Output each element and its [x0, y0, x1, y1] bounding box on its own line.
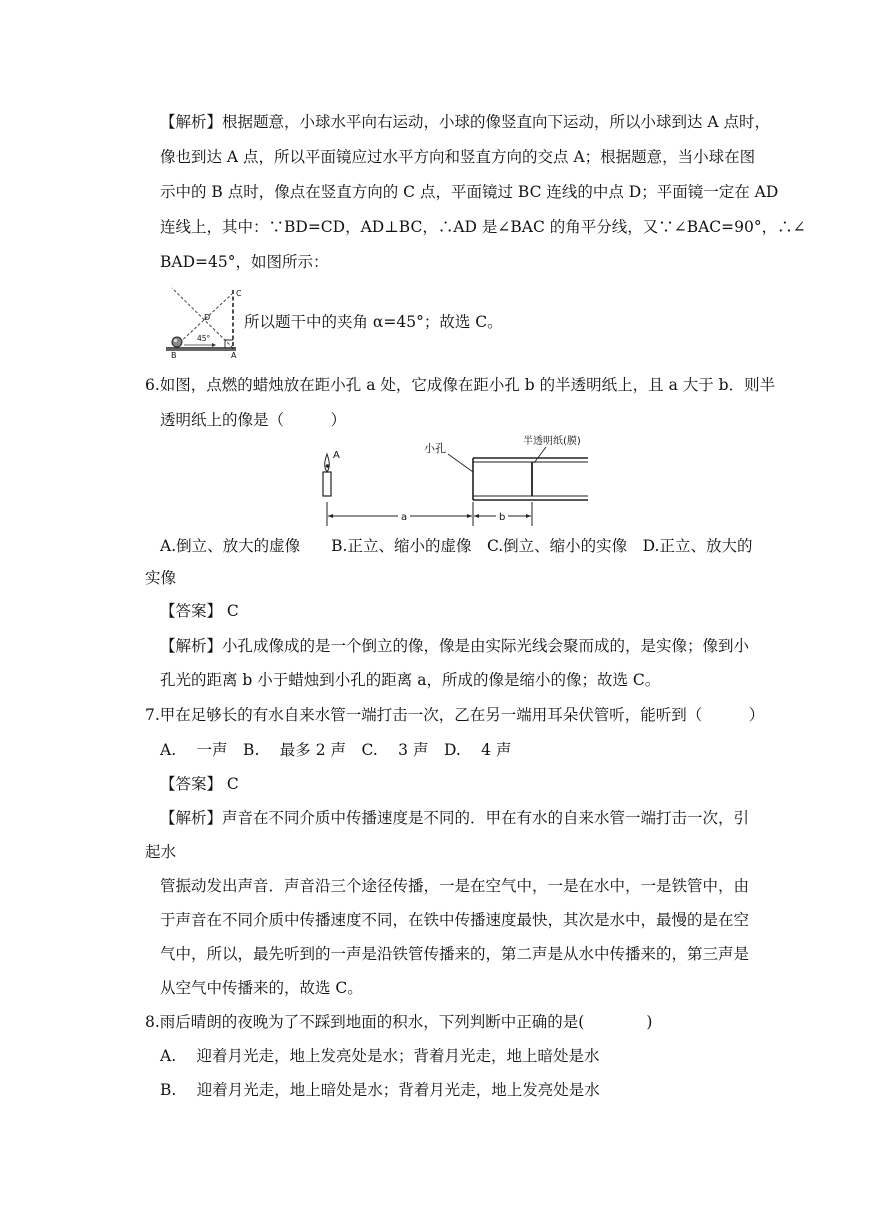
label-a: A	[231, 351, 237, 360]
mirror-diagram	[162, 284, 242, 360]
q7-options: A. 一声 B. 最多 2 声 C. 3 声 D. 4 声	[160, 741, 512, 759]
q8-option-b: B. 迎着月光走，地上暗处是水；背着月光走，地上发亮处是水	[160, 1081, 600, 1099]
q6-stem-line-2: 透明纸上的像是（ ）	[160, 411, 347, 429]
q5-analysis-line-5: BAD=45°，如图所示：	[160, 253, 329, 271]
q5-analysis-line-4: 连线上，其中：∵BD=CD，AD⊥BC，∴AD 是∠BAC 的角平分线，又∵∠BAC=90°，∴∠	[160, 218, 806, 236]
label-dist-a: a	[401, 512, 408, 523]
label-c: C	[236, 289, 242, 298]
label-hole: 小孔	[424, 442, 446, 455]
q7-analysis-line-4: 于声音在不同介质中传播速度不同，在铁中传播速度最快，其次是水中，最慢的是在空	[160, 911, 750, 929]
q6-analysis-line-1: 【解析】小孔成像成的是一个倒立的像，像是由实际光线会聚而成的，是实像；像到小	[160, 637, 750, 655]
q7-analysis-line-1: 【解析】声音在不同介质中传播速度是不同的．甲在有水的自来水管一端打击一次，引	[160, 809, 750, 827]
q6-options-line-2: 实像	[145, 569, 177, 587]
label-dist-b: b	[499, 512, 506, 523]
q5-analysis-line-1: 【解析】根据题意，小球水平向右运动，小球的像竖直向下运动，所以小球到达 A 点时，	[160, 113, 771, 131]
q7-analysis-line-3: 管振动发出声音．声音沿三个途径传播，一是在空气中，一是在水中，一是铁管中，由	[160, 877, 750, 895]
q8-stem: 8.雨后晴朗的夜晚为了不踩到地面的积水，下列判断中正确的是( )	[145, 1013, 653, 1031]
q7-analysis-line-6: 从空气中传播来的，故选 C。	[160, 979, 363, 997]
q5-analysis-line-3: 示中的 B 点时，像点在竖直方向的 C 点，平面镜过 BC 连线的中点 D；平面镜一定在 AD	[160, 183, 779, 201]
pinhole-diagram	[318, 430, 600, 530]
q6-options-line-1: A.倒立、放大的虚像 B.正立、缩小的虚像 C.倒立、缩小的实像 D.正立、放大的	[160, 537, 753, 555]
q6-answer: 【答案】 C	[160, 602, 239, 620]
q6-analysis-line-2: 孔光的距离 b 小于蜡烛到小孔的距离 a，所成的像是缩小的像；故选 C。	[160, 671, 661, 689]
q7-answer: 【答案】 C	[160, 775, 239, 793]
q7-stem: 7.甲在足够长的有水自来水管一端打击一次，乙在另一端用耳朵伏管听，能听到（ ）	[145, 706, 765, 724]
q5-conclusion: 所以题干中的夹角 α=45°；故选 C。	[244, 313, 503, 331]
label-paper: 半透明纸(膜)	[523, 436, 581, 447]
q7-analysis-line-5: 气中，所以，最先听到的一声是沿铁管传播来的，第二声是从水中传播来的，第三声是	[160, 945, 750, 963]
q7-analysis-line-2: 起水	[145, 843, 177, 861]
label-b: B	[171, 351, 177, 360]
label-point-a: A	[333, 450, 340, 461]
q8-option-a: A. 迎着月光走，地上发亮处是水；背着月光走，地上暗处是水	[160, 1047, 600, 1065]
label-d: D	[204, 313, 211, 322]
q5-analysis-line-2: 像也到达 A 点，所以平面镜应过水平方向和竖直方向的交点 A；根据题意，当小球在图	[160, 148, 756, 166]
label-angle: 45°	[197, 334, 211, 343]
q6-stem-line-1: 6.如图，点燃的蜡烛放在距小孔 a 处，它成像在距小孔 b 的半透明纸上，且 a 大于 b．则半	[145, 376, 776, 394]
